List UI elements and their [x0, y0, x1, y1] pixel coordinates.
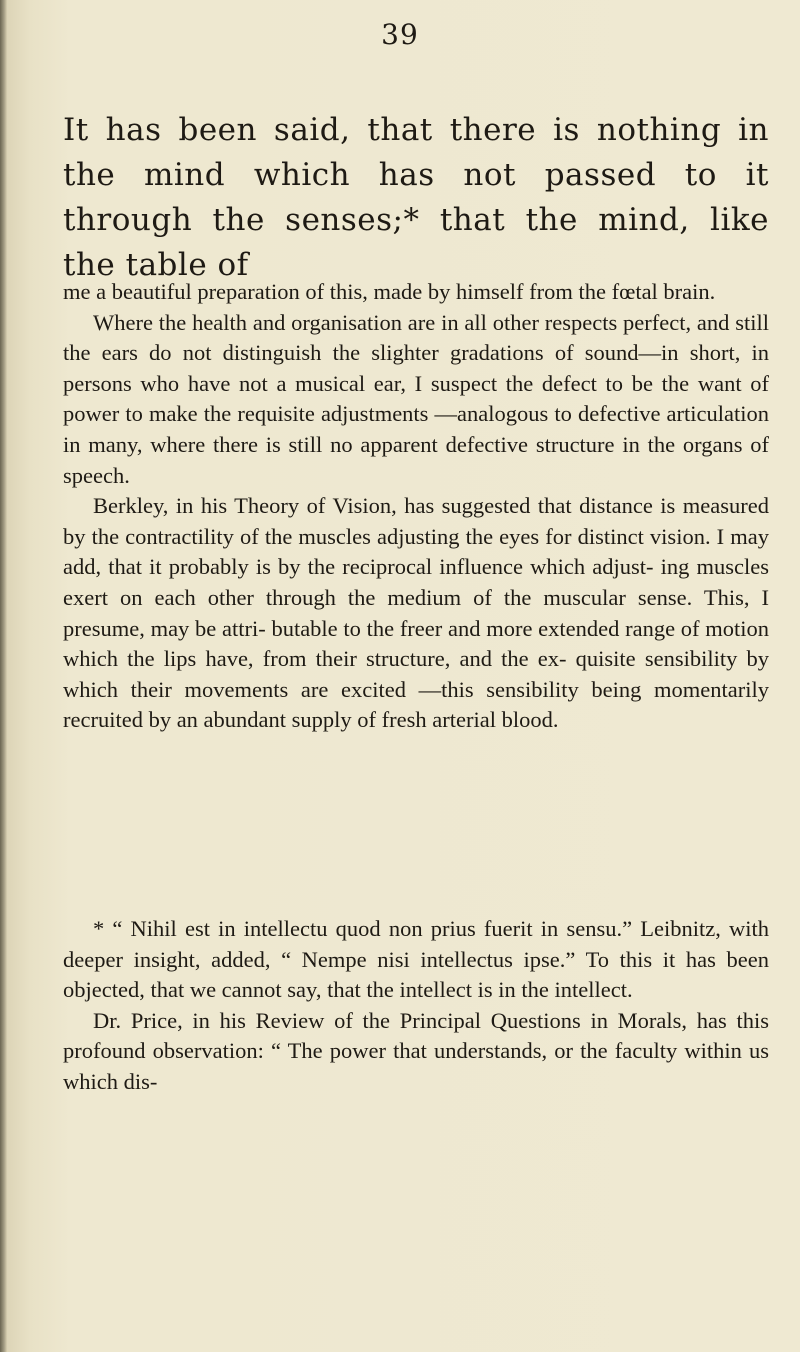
lead-paragraph: It has been said, that there is nothing in the mind which has not passed to it through the senses;* that the mind, like the table of: [63, 112, 769, 283]
page-number: 39: [381, 18, 419, 51]
footnote: [63, 914, 769, 1098]
footnote-leibnitz: * “ Nihil est in intellectu quod non prius fuerit in sensu.” Leibnitz, with deeper insight, added, “ Nempe nisi intellectus ipse.” To this it has been objected, that we cannot say, that the intellect is in the intellect.: [63, 916, 769, 1003]
paragraph-berkley: Berkley, in his Theory of Vision, has suggested that distance is measured by the contractility of the muscles adjusting the eyes for distinct vision. I may add, that it probably is by the reciprocal influence which adjust- ing muscles exert on each other through the medium of the muscular sense. This, I presume, may be attri- butable to the freer and more extended range of motion which the lips have, from their structure, and the ex- quisite sensibility by which their movements are excited —this sensibility being momentarily recruited by an abundant supply of fresh arterial blood.: [63, 493, 769, 733]
footnote-price: Dr. Price, in his Review of the Principal Questions in Morals, has this profound observation: “ The power that understands, or the faculty within us which dis-: [63, 1007, 769, 1094]
main-text: [63, 277, 769, 736]
paragraph-continuation: me a beautiful preparation of this, made by himself from the fœtal brain.: [63, 279, 716, 304]
paragraph-musical-ear: Where the health and organisation are in all other respects perfect, and still the ears do not distinguish the slighter gradations of sound—in short, in persons who have not a musical ear, I suspect the defect to be the want of power to make the requisite adjustments —analogous to defective articulation in many, where there is still no apparent defective structure in the organs of speech.: [63, 309, 769, 488]
page-spine-shadow: [0, 0, 7, 1352]
